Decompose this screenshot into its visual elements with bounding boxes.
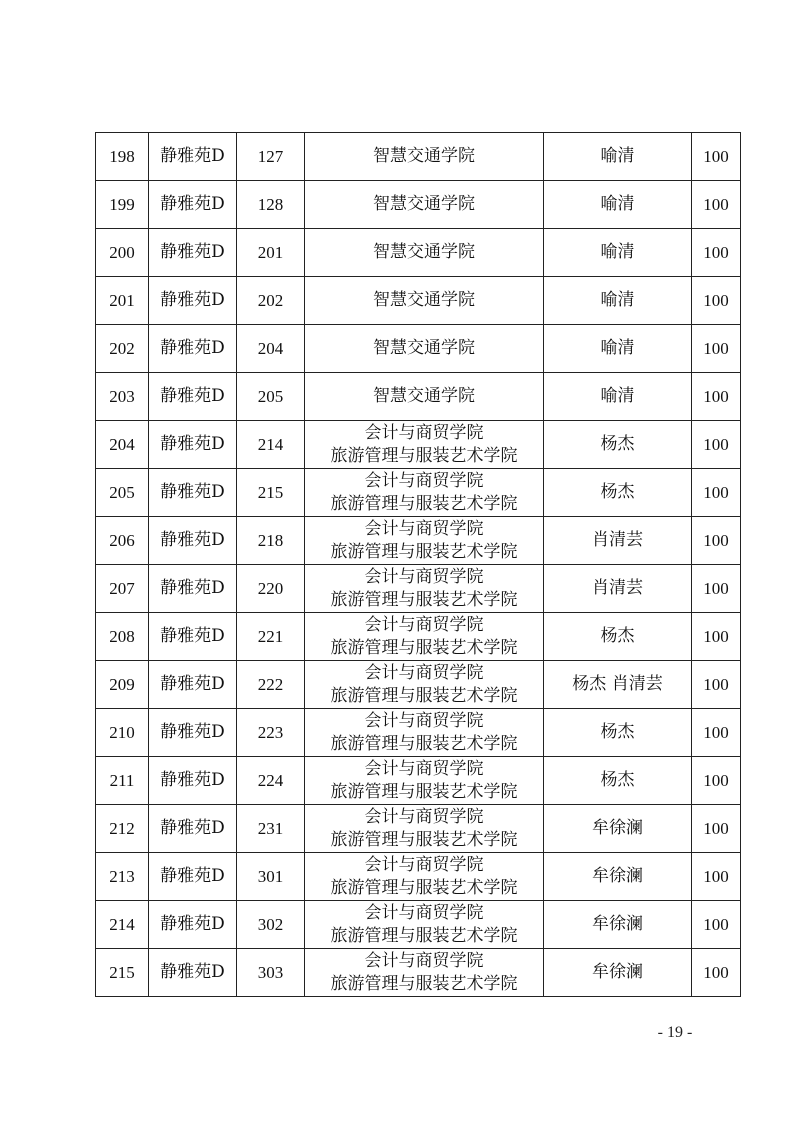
- building-cell: 静雅苑D: [149, 805, 237, 853]
- table-row: [96, 325, 741, 373]
- college-name: 智慧交通学院: [373, 386, 475, 406]
- college-cell: [305, 853, 544, 901]
- building-cell: 静雅苑D: [149, 517, 237, 565]
- table-row: [96, 853, 741, 901]
- college-name: 会计与商贸学院: [364, 902, 484, 923]
- college-cell: [305, 565, 544, 613]
- row-number-cell: 207: [96, 565, 149, 613]
- row-number-cell: 213: [96, 853, 149, 901]
- dormitory-score-table: [95, 132, 741, 997]
- score-cell: 100: [692, 661, 741, 709]
- table-row: [96, 133, 741, 181]
- college-name: 会计与商贸学院: [364, 758, 484, 779]
- table-row: [96, 229, 741, 277]
- room-cell: 231: [237, 805, 305, 853]
- building-cell: 静雅苑D: [149, 709, 237, 757]
- room-cell: 127: [237, 133, 305, 181]
- score-cell: 100: [692, 901, 741, 949]
- college-cell: [305, 709, 544, 757]
- row-number-cell: 204: [96, 421, 149, 469]
- college-name: 智慧交通学院: [373, 242, 475, 262]
- score-cell: 100: [692, 565, 741, 613]
- room-cell: 201: [237, 229, 305, 277]
- row-number-cell: 214: [96, 901, 149, 949]
- college-cell: [305, 613, 544, 661]
- score-cell: 100: [692, 133, 741, 181]
- score-cell: 100: [692, 709, 741, 757]
- building-cell: 静雅苑D: [149, 421, 237, 469]
- college-name: 旅游管理与服装艺术学院: [330, 541, 518, 562]
- college-name: 会计与商贸学院: [364, 950, 484, 971]
- row-number-cell: 202: [96, 325, 149, 373]
- score-cell: 100: [692, 853, 741, 901]
- row-number-cell: 206: [96, 517, 149, 565]
- college-name: 会计与商贸学院: [364, 422, 484, 443]
- responsible-person-cell: 肖清芸: [544, 517, 692, 565]
- table-row: [96, 709, 741, 757]
- responsible-person-cell: 牟徐澜: [544, 949, 692, 997]
- responsible-person-cell: 喻清: [544, 325, 692, 373]
- row-number-cell: 201: [96, 277, 149, 325]
- college-cell: [305, 661, 544, 709]
- row-number-cell: 209: [96, 661, 149, 709]
- college-name: 会计与商贸学院: [364, 854, 484, 875]
- responsible-person-cell: 牟徐澜: [544, 805, 692, 853]
- table-row: [96, 757, 741, 805]
- responsible-person-cell: 喻清: [544, 373, 692, 421]
- college-cell: [305, 949, 544, 997]
- college-name: 会计与商贸学院: [364, 806, 484, 827]
- room-cell: 214: [237, 421, 305, 469]
- college-name: 旅游管理与服装艺术学院: [330, 877, 518, 898]
- college-cell: [305, 181, 544, 229]
- responsible-person-cell: 杨杰: [544, 613, 692, 661]
- responsible-person-cell: 喻清: [544, 277, 692, 325]
- table-row: [96, 661, 741, 709]
- row-number-cell: 208: [96, 613, 149, 661]
- college-name: 智慧交通学院: [373, 146, 475, 166]
- room-cell: 220: [237, 565, 305, 613]
- college-name: 旅游管理与服装艺术学院: [330, 733, 518, 754]
- table-row: [96, 517, 741, 565]
- building-cell: 静雅苑D: [149, 853, 237, 901]
- table-row: [96, 469, 741, 517]
- row-number-cell: 215: [96, 949, 149, 997]
- college-cell: [305, 133, 544, 181]
- college-name: 旅游管理与服装艺术学院: [330, 589, 518, 610]
- building-cell: 静雅苑D: [149, 181, 237, 229]
- row-number-cell: 205: [96, 469, 149, 517]
- building-cell: 静雅苑D: [149, 949, 237, 997]
- table-row: [96, 565, 741, 613]
- score-cell: 100: [692, 469, 741, 517]
- score-cell: 100: [692, 373, 741, 421]
- table-row: [96, 373, 741, 421]
- row-number-cell: 198: [96, 133, 149, 181]
- responsible-person-cell: 肖清芸: [544, 565, 692, 613]
- college-cell: [305, 421, 544, 469]
- college-name: 智慧交通学院: [373, 290, 475, 310]
- college-cell: [305, 517, 544, 565]
- responsible-person-cell: 杨杰: [544, 709, 692, 757]
- page-number: - 19 -: [657, 1024, 693, 1041]
- college-name: 旅游管理与服装艺术学院: [330, 493, 518, 514]
- building-cell: 静雅苑D: [149, 229, 237, 277]
- college-name: 旅游管理与服装艺术学院: [330, 685, 518, 706]
- college-cell: [305, 469, 544, 517]
- responsible-person-cell: 喻清: [544, 181, 692, 229]
- building-cell: 静雅苑D: [149, 277, 237, 325]
- building-cell: 静雅苑D: [149, 613, 237, 661]
- building-cell: 静雅苑D: [149, 133, 237, 181]
- room-cell: 204: [237, 325, 305, 373]
- college-cell: [305, 277, 544, 325]
- college-name: 会计与商贸学院: [364, 518, 484, 539]
- building-cell: 静雅苑D: [149, 565, 237, 613]
- score-cell: 100: [692, 277, 741, 325]
- building-cell: 静雅苑D: [149, 469, 237, 517]
- building-cell: 静雅苑D: [149, 325, 237, 373]
- college-name: 智慧交通学院: [373, 338, 475, 358]
- score-cell: 100: [692, 517, 741, 565]
- room-cell: 205: [237, 373, 305, 421]
- college-cell: [305, 757, 544, 805]
- table-row: [96, 613, 741, 661]
- college-name: 旅游管理与服装艺术学院: [330, 445, 518, 466]
- college-cell: [305, 901, 544, 949]
- room-cell: 301: [237, 853, 305, 901]
- score-cell: 100: [692, 949, 741, 997]
- college-name: 会计与商贸学院: [364, 710, 484, 731]
- college-name: 会计与商贸学院: [364, 662, 484, 683]
- college-name: 旅游管理与服装艺术学院: [330, 781, 518, 802]
- responsible-person-cell: 喻清: [544, 229, 692, 277]
- table-row: [96, 805, 741, 853]
- responsible-person-cell: 杨杰 肖清芸: [544, 661, 692, 709]
- college-cell: [305, 229, 544, 277]
- table-body: [96, 133, 741, 997]
- college-cell: [305, 805, 544, 853]
- responsible-person-cell: 杨杰: [544, 421, 692, 469]
- building-cell: 静雅苑D: [149, 901, 237, 949]
- college-name: 旅游管理与服装艺术学院: [330, 829, 518, 850]
- table-row: [96, 949, 741, 997]
- college-name: 旅游管理与服装艺术学院: [330, 925, 518, 946]
- responsible-person-cell: 牟徐澜: [544, 901, 692, 949]
- row-number-cell: 212: [96, 805, 149, 853]
- table-row: [96, 901, 741, 949]
- row-number-cell: 199: [96, 181, 149, 229]
- college-name: 会计与商贸学院: [364, 470, 484, 491]
- room-cell: 218: [237, 517, 305, 565]
- room-cell: 128: [237, 181, 305, 229]
- building-cell: 静雅苑D: [149, 373, 237, 421]
- room-cell: 302: [237, 901, 305, 949]
- score-cell: 100: [692, 421, 741, 469]
- room-cell: 222: [237, 661, 305, 709]
- college-cell: [305, 325, 544, 373]
- room-cell: 303: [237, 949, 305, 997]
- score-cell: 100: [692, 181, 741, 229]
- room-cell: 224: [237, 757, 305, 805]
- college-name: 旅游管理与服装艺术学院: [330, 973, 518, 994]
- table-row: [96, 277, 741, 325]
- score-cell: 100: [692, 325, 741, 373]
- college-name: 会计与商贸学院: [364, 566, 484, 587]
- room-cell: 223: [237, 709, 305, 757]
- row-number-cell: 210: [96, 709, 149, 757]
- table-row: [96, 421, 741, 469]
- responsible-person-cell: 喻清: [544, 133, 692, 181]
- room-cell: 215: [237, 469, 305, 517]
- score-cell: 100: [692, 613, 741, 661]
- college-name: 会计与商贸学院: [364, 614, 484, 635]
- row-number-cell: 211: [96, 757, 149, 805]
- responsible-person-cell: 杨杰: [544, 757, 692, 805]
- room-cell: 202: [237, 277, 305, 325]
- room-cell: 221: [237, 613, 305, 661]
- college-cell: [305, 373, 544, 421]
- responsible-person-cell: 杨杰: [544, 469, 692, 517]
- score-cell: 100: [692, 757, 741, 805]
- table-row: [96, 181, 741, 229]
- row-number-cell: 203: [96, 373, 149, 421]
- building-cell: 静雅苑D: [149, 661, 237, 709]
- college-name: 旅游管理与服装艺术学院: [330, 637, 518, 658]
- row-number-cell: 200: [96, 229, 149, 277]
- score-cell: 100: [692, 805, 741, 853]
- college-name: 智慧交通学院: [373, 194, 475, 214]
- responsible-person-cell: 牟徐澜: [544, 853, 692, 901]
- building-cell: 静雅苑D: [149, 757, 237, 805]
- score-cell: 100: [692, 229, 741, 277]
